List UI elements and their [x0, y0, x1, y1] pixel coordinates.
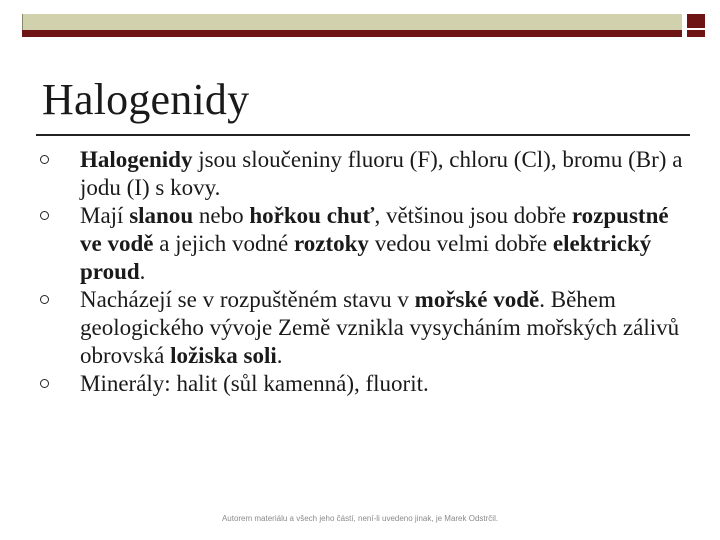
bold-term: elektrický proud: [80, 231, 652, 284]
bold-term: mořské vodě: [414, 287, 540, 312]
footer-credit: Autorem materiálu a všech jeho částí, není-li uvedeno jinak, je Marek Odstrčil.: [221, 514, 499, 523]
bold-term: ložiska soli: [170, 343, 277, 368]
corner-square-bottom: [687, 30, 705, 37]
bold-term: rozpustné ve vodě: [80, 203, 669, 256]
bullet-item: [38, 370, 688, 398]
bullet-text: Mají: [80, 203, 130, 228]
bullet-text: jsou sloučeniny fluoru (F), chloru (Cl), bromu (Br) a jodu (I) s kovy.: [80, 147, 683, 200]
circle-bullet-icon: [40, 379, 49, 388]
bullet-text: . Během geologického vývoje Země vznikla vysycháním mořských zálivů obrovská: [80, 287, 680, 368]
bold-term: Halogenidy: [80, 147, 193, 172]
circle-bullet-icon: [40, 211, 49, 220]
bullet-text: .: [276, 343, 283, 368]
bullet-item: [38, 286, 688, 370]
bold-term: roztoky: [293, 231, 369, 256]
bullet-item: [38, 202, 688, 286]
slide-title: Halogenidy: [42, 75, 250, 124]
header-accent-line: [22, 30, 682, 37]
bullet-item: [38, 146, 688, 202]
bullet-text: vedou velmi dobře: [368, 231, 553, 256]
bullet-text: Minerály: halit (sůl kamenná), fluorit.: [80, 371, 429, 396]
title-divider: [36, 134, 690, 136]
bullet-text: .: [139, 259, 146, 284]
bullet-text: nebo: [193, 203, 250, 228]
bold-term: hořkou chuť: [249, 203, 375, 228]
bullet-text: a jejich vodné: [153, 231, 294, 256]
corner-square-top: [687, 14, 705, 28]
circle-bullet-icon: [40, 295, 49, 304]
bullet-text: Nacházejí se v rozpuštěném stavu v: [80, 287, 415, 312]
circle-bullet-icon: [40, 155, 49, 164]
bullet-text: , většinou jsou dobře: [374, 203, 572, 228]
bold-term: slanou: [129, 203, 194, 228]
bullet-list: [38, 146, 688, 398]
